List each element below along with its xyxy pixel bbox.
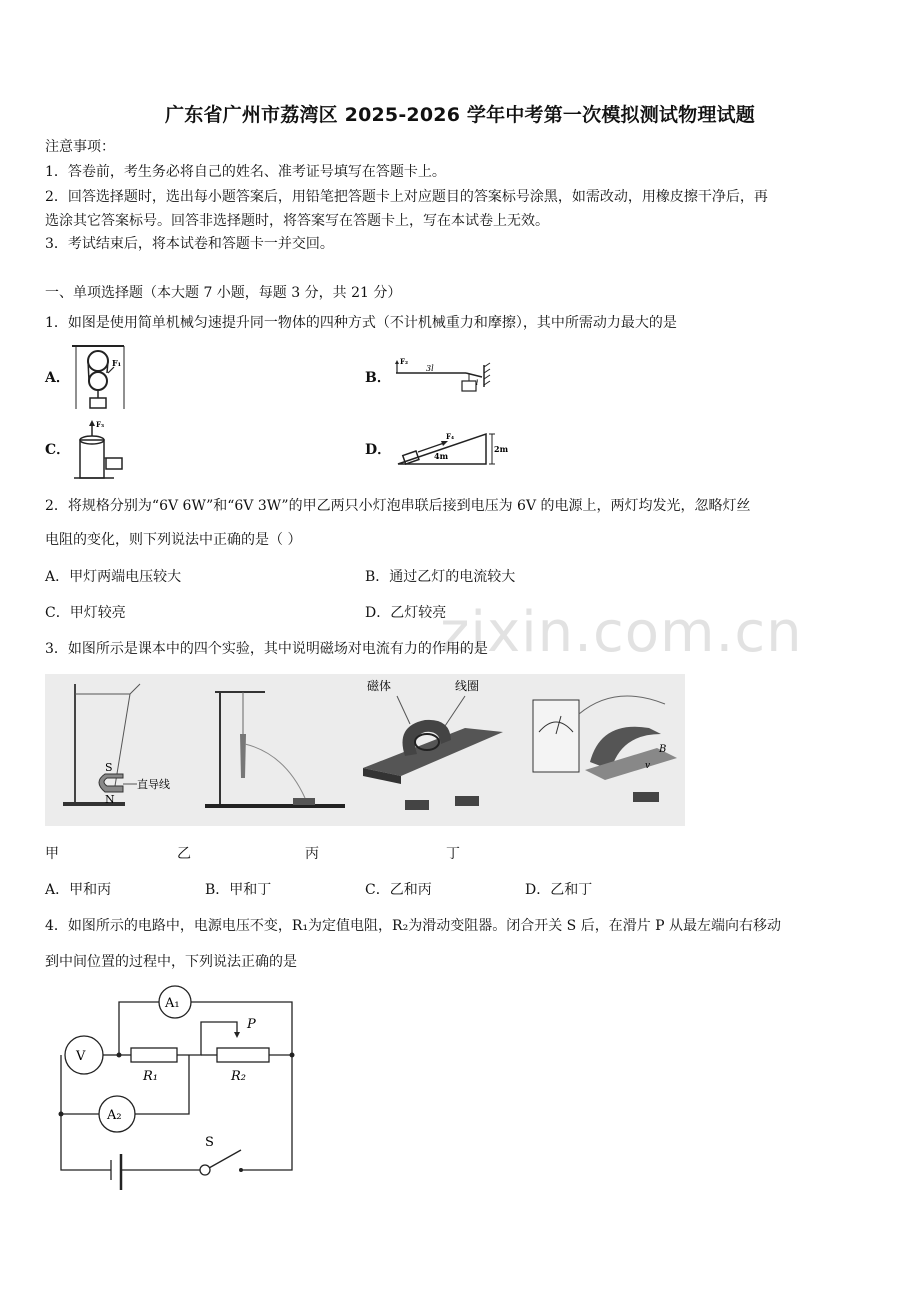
q4-fig-a2-label: A₂ — [107, 1108, 122, 1123]
q4-fig-r1-label: R₁ — [143, 1069, 158, 1084]
q3-stem: 3．如图所示是课本中的四个实验，其中说明磁场对电流有力的作用的是 — [45, 641, 488, 657]
watermark: zixin.com.cn — [440, 600, 803, 665]
page-title: 广东省广州市荔湾区 2025-2026 学年中考第一次模拟测试物理试题 — [165, 104, 755, 126]
q3-label-bing: 丙 — [305, 846, 319, 862]
q1-figure-d-incline — [394, 428, 509, 472]
q2-option-b: B．通过乙灯的电流较大 — [365, 569, 516, 585]
q1-fig-b-arm-label: l — [476, 379, 479, 387]
q3-label-ding: 丁 — [446, 846, 460, 862]
q1-option-c: C． — [45, 442, 71, 458]
q2-stem-line-1: 2．将规格分别为“6V 6W”和“6V 3W”的甲乙两只小灯泡串联后接到电压为 6V 的电源上，两灯均发光，忽略灯丝 — [45, 498, 751, 514]
q4-stem-line-2: 到中间位置的过程中，下列说法正确的是 — [45, 954, 297, 970]
q3-fig-b-label: B — [659, 744, 667, 755]
q1-option-a: A． — [45, 370, 70, 386]
q3-option-a: A．甲和丙 — [45, 882, 112, 898]
q4-circuit-diagram — [55, 982, 305, 1194]
notice-item-2-line-1: 2．回答选择题时，选出每小题答案后，用铅笔把答题卡上对应题目的答案标号涂黑，如需改动，用橡皮擦干净后，再 — [45, 189, 768, 205]
q2-option-d: D．乙灯较亮 — [365, 605, 447, 621]
q1-figure-c-wheel — [70, 418, 130, 482]
q1-figure-b-lever — [392, 357, 496, 397]
q1-option-d: D． — [365, 442, 392, 458]
notice-item-1: 1．答卷前，考生务必将自己的姓名、准考证号填写在答题卡上。 — [45, 164, 446, 180]
section-heading: 一、单项选择题（本大题 7 小题，每题 3 分，共 21 分） — [45, 285, 402, 301]
q1-fig-a-force-label: F₁ — [112, 358, 122, 368]
q1-figure-a-pulley — [68, 343, 130, 413]
q3-fig-wire-label: 直导线 — [137, 778, 170, 791]
notice-item-3: 3．考试结束后，将本试卷和答题卡一并交回。 — [45, 236, 334, 252]
q4-fig-a1-label: A₁ — [165, 996, 180, 1011]
q1-fig-d-height-label: 2m — [494, 444, 509, 454]
q3-option-b: B．甲和丁 — [205, 882, 272, 898]
q3-label-jia: 甲 — [45, 846, 59, 862]
q1-option-b: B． — [365, 370, 391, 386]
notice-heading: 注意事项： — [45, 139, 115, 155]
q1-fig-d-length-label: 4m — [434, 451, 449, 461]
q3-option-d: D．乙和丁 — [525, 882, 593, 898]
q4-fig-p-label: P — [247, 1017, 256, 1032]
q1-fig-b-length-label: 3l — [426, 364, 434, 373]
q3-fig-coil-label: 线圈 — [455, 679, 480, 693]
q1-fig-d-force-label: F₄ — [446, 432, 455, 441]
q4-fig-s-label: S — [205, 1135, 214, 1150]
q3-fig-s-label: S — [105, 761, 113, 774]
q2-option-a: A．甲灯两端电压较大 — [45, 569, 182, 585]
q4-stem-line-1: 4．如图所示的电路中，电源电压不变，R₁为定值电阻，R₂为滑动变阻器。闭合开关 S 后，在滑片 P 从最左端向右移动 — [45, 918, 782, 934]
q3-fig-n-label: N — [105, 793, 115, 806]
q2-stem-line-2: 电阻的变化，则下列说法中正确的是（ ） — [45, 532, 302, 548]
q1-stem: 1．如图是使用简单机械匀速提升同一物体的四种方式（不计机械重力和摩擦），其中所需动力最大的是 — [45, 315, 677, 331]
q2-option-c: C．甲灯较亮 — [45, 605, 126, 621]
q3-fig-magnet-label: 磁体 — [367, 679, 392, 693]
q3-experiments-figure — [45, 674, 685, 826]
q3-fig-v-label: v — [645, 761, 651, 771]
q3-label-yi: 乙 — [177, 846, 191, 862]
notice-item-2-line-2: 选涂其它答案标号。回答非选择题时，将答案写在答题卡上，写在本试卷上无效。 — [45, 213, 549, 229]
q3-option-c: C．乙和丙 — [365, 882, 432, 898]
q4-fig-r2-label: R₂ — [231, 1069, 246, 1084]
q1-fig-b-force-label: F₂ — [400, 357, 409, 366]
q4-fig-v-label: V — [76, 1049, 86, 1064]
q1-fig-c-force-label: F₃ — [96, 420, 105, 429]
